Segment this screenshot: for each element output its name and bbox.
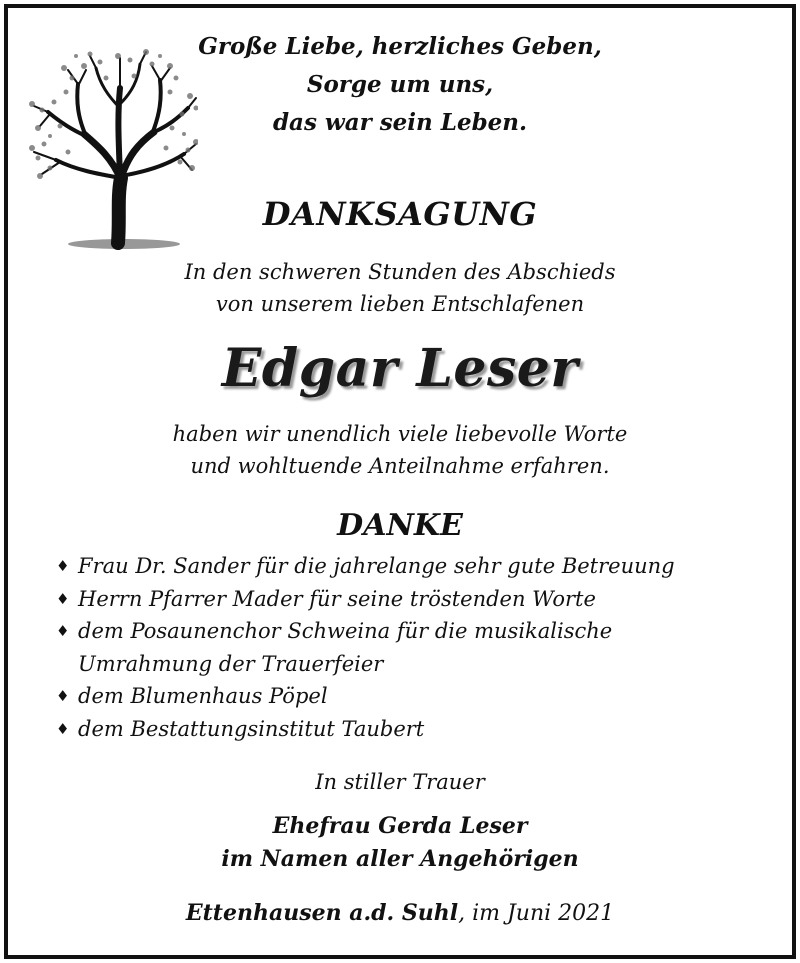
- list-item-continuation: [56, 648, 675, 681]
- motto-line: das war sein Leben.: [272, 109, 528, 136]
- list-item-text: Frau Dr. Sander für die jahrelange sehr gute Betreuung: [78, 554, 675, 578]
- diamond-bullet-icon: ♦: [56, 589, 70, 608]
- diamond-bullet-icon: ♦: [56, 687, 70, 705]
- motto-line: Große Liebe, herzliches Geben,: [198, 33, 602, 60]
- list-item: [56, 713, 675, 746]
- list-item: [56, 680, 675, 713]
- body-line: haben wir unendlich viele liebevolle Worte: [172, 422, 628, 446]
- intro-line: In den schweren Stunden des Abschieds: [184, 260, 616, 284]
- list-item: [56, 583, 675, 616]
- place-name: Ettenhausen a.d. Suhl: [185, 900, 459, 926]
- list-item-text: dem Bestattungsinstitut Taubert: [78, 716, 425, 741]
- list-item-text: dem Blumenhaus Pöpel: [78, 684, 328, 708]
- mourning-line: In stiller Trauer: [315, 770, 485, 794]
- signature: [0, 810, 800, 876]
- intro-line: von unserem lieben Entschlafenen: [215, 292, 585, 316]
- deceased-name: Edgar Leser: [221, 338, 579, 399]
- body-text: [0, 418, 800, 482]
- date-text: , im Juni 2021: [458, 901, 615, 926]
- signature-line: Ehefrau Gerda Leser: [272, 813, 528, 839]
- diamond-bullet-icon: ♦: [56, 719, 70, 738]
- place-date: [0, 900, 800, 926]
- list-item-text: Herrn Pfarrer Mader für seine tröstenden Worte: [78, 586, 596, 611]
- notice-heading: DANKSAGUNG: [262, 195, 538, 233]
- thanks-list: [56, 550, 675, 745]
- list-item: [56, 615, 675, 648]
- body-line: und wohltuende Anteilnahme erfahren.: [190, 454, 610, 478]
- list-item: [56, 550, 675, 583]
- list-item-text: dem Posaunenchor Schweina für die musikalische: [78, 619, 613, 643]
- motto-line: Sorge um uns,: [306, 71, 494, 98]
- signature-line: im Namen aller Angehörigen: [221, 846, 579, 872]
- list-item-text: Umrahmung der Trauerfeier: [78, 651, 384, 676]
- thanks-heading: DANKE: [337, 508, 463, 543]
- diamond-bullet-icon: ♦: [56, 622, 70, 640]
- diamond-bullet-icon: ♦: [56, 557, 70, 575]
- motto-verse: [0, 28, 800, 142]
- intro-text: [0, 256, 800, 320]
